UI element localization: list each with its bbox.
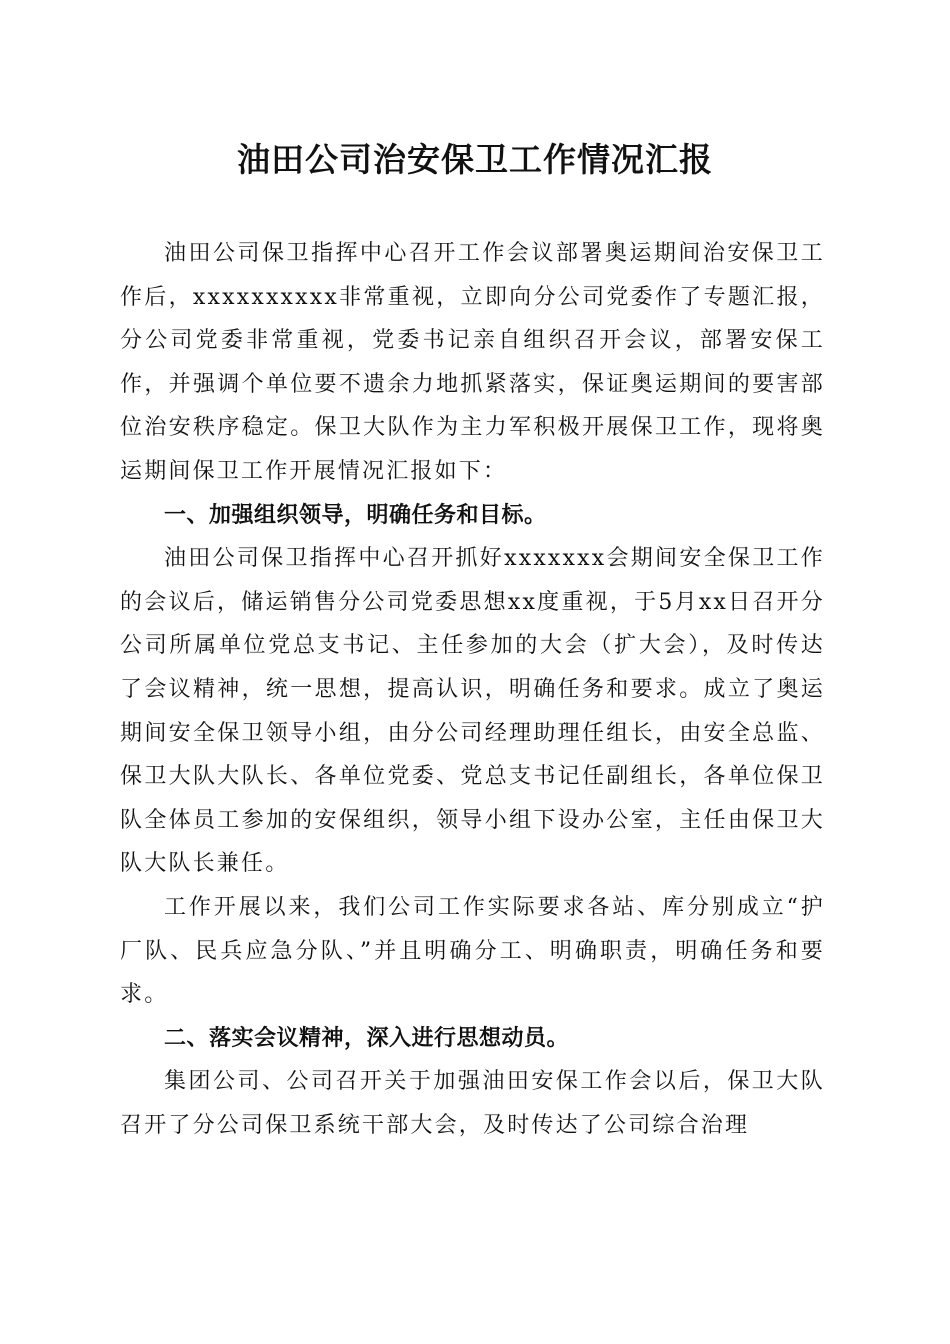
section-1-paragraph-1: 油田公司保卫指挥中心召开抓好xxxxxxx会期间安全保卫工作的会议后，储运销售分公司党委思想xx度重视，于5月xx日召开分公司所属单位党总支书记、主任参加的大会（扩大会），及时传达了会议精神，统一思想，提高认识，明确任务和要求。成立了奥运期间安全保卫领导小组，由分公司经理助理任组长，由安全总监、保卫大队大队长、各单位党委、党总支书记任副组长，各单位保卫队全体员工参加的安保组织，领导小组下设办公室，主任由保卫大队大队长兼任。: [120, 546, 825, 877]
document-title: 油田公司治安保卫工作情况汇报: [237, 140, 713, 179]
intro-paragraph: 油田公司保卫指挥中心召开工作会议部署奥运期间治安保卫工作后，xxxxxxxxxx非常重视，立即向分公司党委作了专题汇报，分公司党委非常重视，党委书记亲自组织召开会议，部署安保工作，并强调个单位要不遗余力地抓紧落实，保证奥运期间的要害部位治安秩序稳定。保卫大队作为主力军积极开展保卫工作，现将奥运期间保卫工作开展情况汇报如下：: [120, 241, 825, 484]
document-body: [120, 232, 825, 1147]
section-2-paragraph-1: 集团公司、公司召开关于加强油田安保工作会以后，保卫大队召开了分公司保卫系统干部大会，及时传达了公司综合治理: [120, 1069, 825, 1138]
section-1-paragraph-2: 工作开展以来，我们公司工作实际要求各站、库分别成立“护厂队、民兵应急分队、”并且明确分工、明确职责，明确任务和要求。: [120, 894, 825, 1008]
section-heading-2: 二、落实会议精神，深入进行思想动员。: [164, 1025, 570, 1051]
section-heading-1: 一、加强组织领导，明确任务和目标。: [164, 502, 547, 528]
